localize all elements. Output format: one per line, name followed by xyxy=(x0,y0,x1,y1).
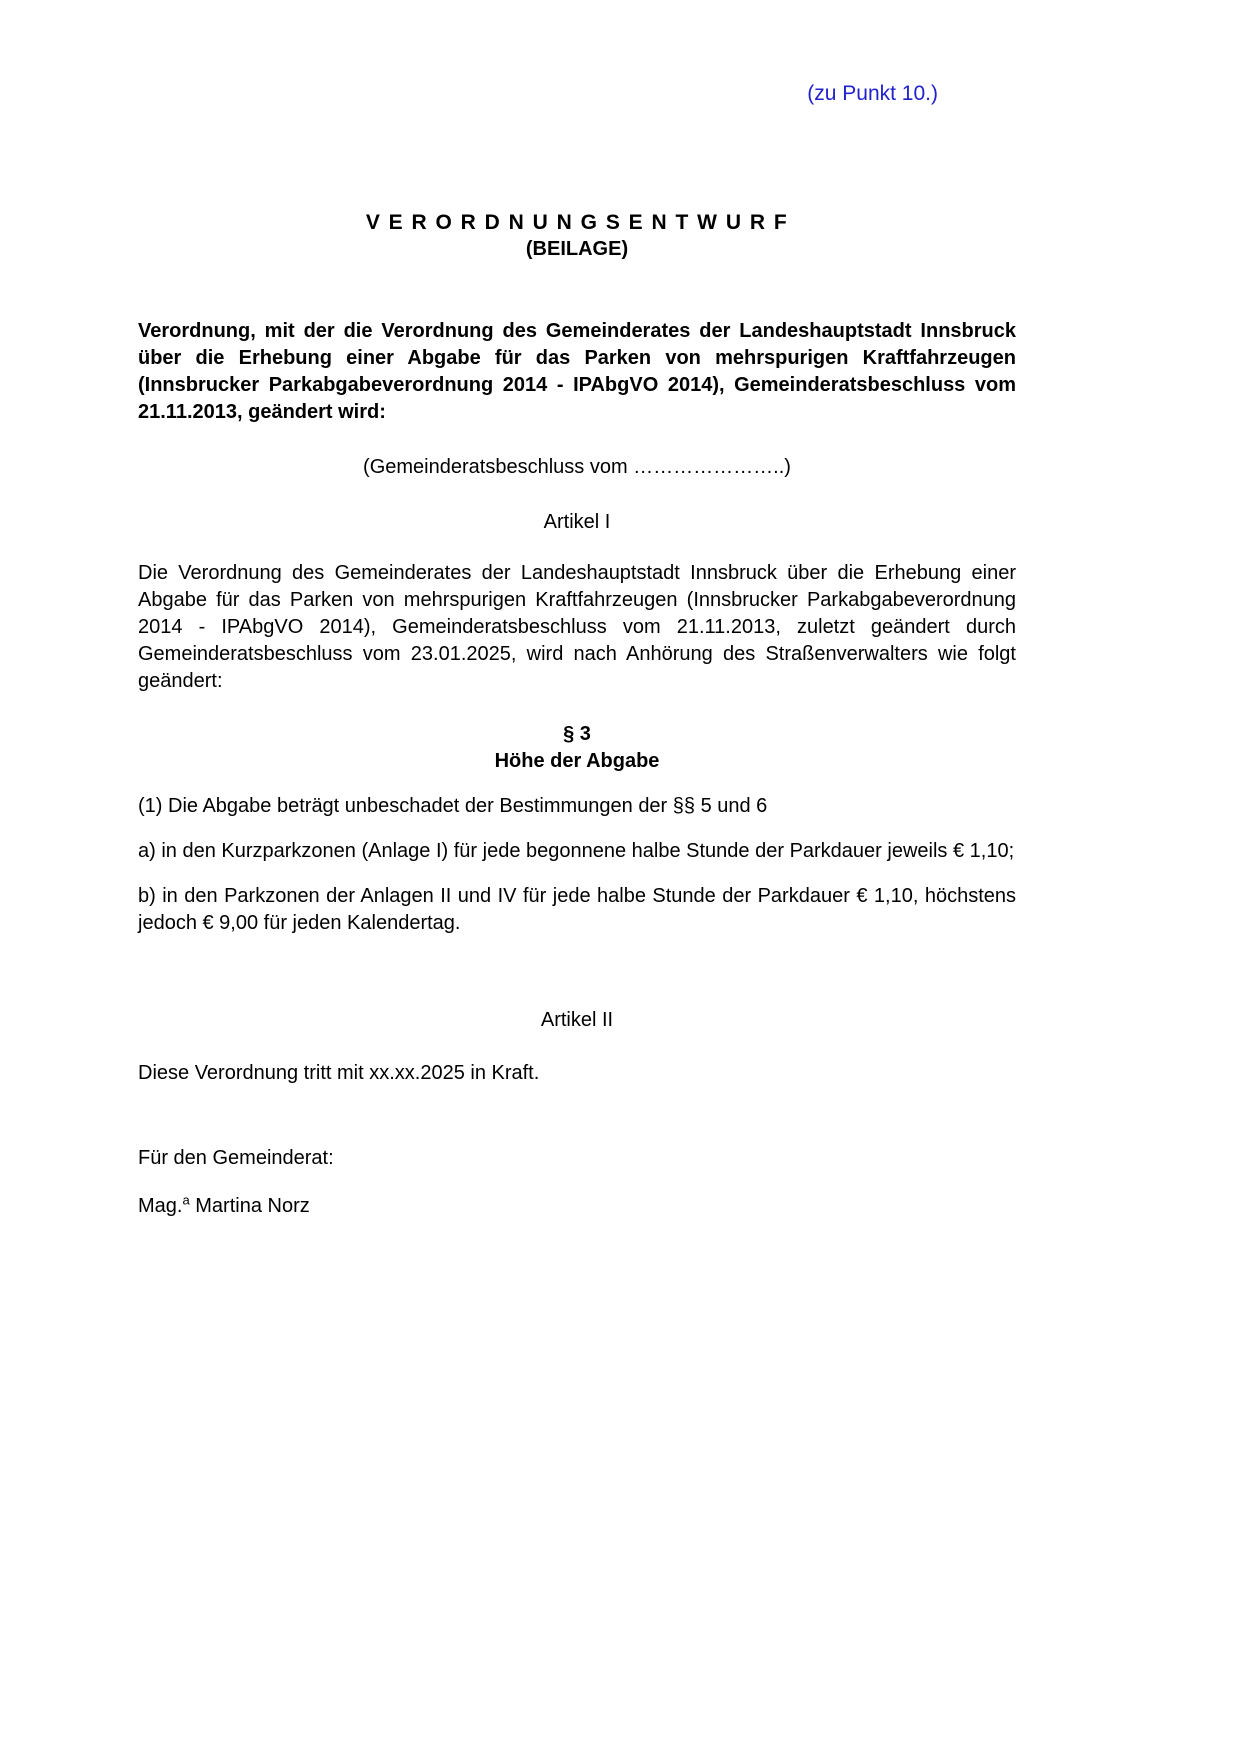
intro-paragraph: Verordnung, mit der die Verordnung des Gemeinderates der Landeshauptstadt Innsbruck über die Erhebung einer Abgabe für das Parken von mehrspurigen Kraftfahrzeugen (Innsbrucker Parkabgabeverordnung 2014 - IPAbgVO 2014), Gemeinderatsbeschluss vom 21.11.2013, geändert wird: xyxy=(138,320,1016,423)
corner-note: (zu Punkt 10.) xyxy=(807,82,938,105)
section-title: Höhe der Abgabe xyxy=(494,750,660,772)
article-1-heading: Artikel I xyxy=(543,511,611,533)
signature-role-line: Für den Gemeinderat: xyxy=(138,1147,334,1169)
signatory-name-rest: Martina Norz xyxy=(189,1195,310,1217)
list-item-a: a) in den Kurzparkzonen (Anlage I) für jede begonnene halbe Stunde der Parkdauer jeweils € 1,10; xyxy=(138,840,1015,862)
signatory-name-superscript: a xyxy=(182,1192,190,1208)
article-2-body: Diese Verordnung tritt mit xx.xx.2025 in Kraft. xyxy=(138,1062,540,1084)
document-subtitle: (BEILAGE) xyxy=(525,238,629,260)
signatory-name xyxy=(138,1193,1016,1220)
section-number: § 3 xyxy=(563,723,591,745)
list-item-b: b) in den Parkzonen der Anlagen II und IV für jede halbe Stunde der Parkdauer € 1,10, höchstens jedoch € 9,00 für jeden Kalendertag. xyxy=(138,885,1016,934)
signatory-name-prefix: Mag. xyxy=(138,1195,183,1217)
paragraph-1: (1) Die Abgabe beträgt unbeschadet der Bestimmungen der §§ 5 und 6 xyxy=(138,795,768,817)
decision-date-line: (Gemeinderatsbeschluss vom …………………..) xyxy=(363,456,791,478)
document-title: V E R O R D N U N G S E N T W U R F xyxy=(365,211,789,234)
article-1-body: Die Verordnung des Gemeinderates der Landeshauptstadt Innsbruck über die Erhebung einer Abgabe für das Parken von mehrspurigen Kraftfahrzeugen (Innsbrucker Parkabgabeverordnung 2014 - IPAbgVO 2014), Gemeinderatsbeschluss vom 21.11.2013, zuletzt geändert durch Gemeinderatsbeschluss vom 23.01.2025, wird nach Anhörung des Straßenverwalters wie folgt geändert: xyxy=(138,562,1016,692)
article-2-heading: Artikel II xyxy=(540,1009,614,1031)
document-content xyxy=(138,82,1016,1220)
